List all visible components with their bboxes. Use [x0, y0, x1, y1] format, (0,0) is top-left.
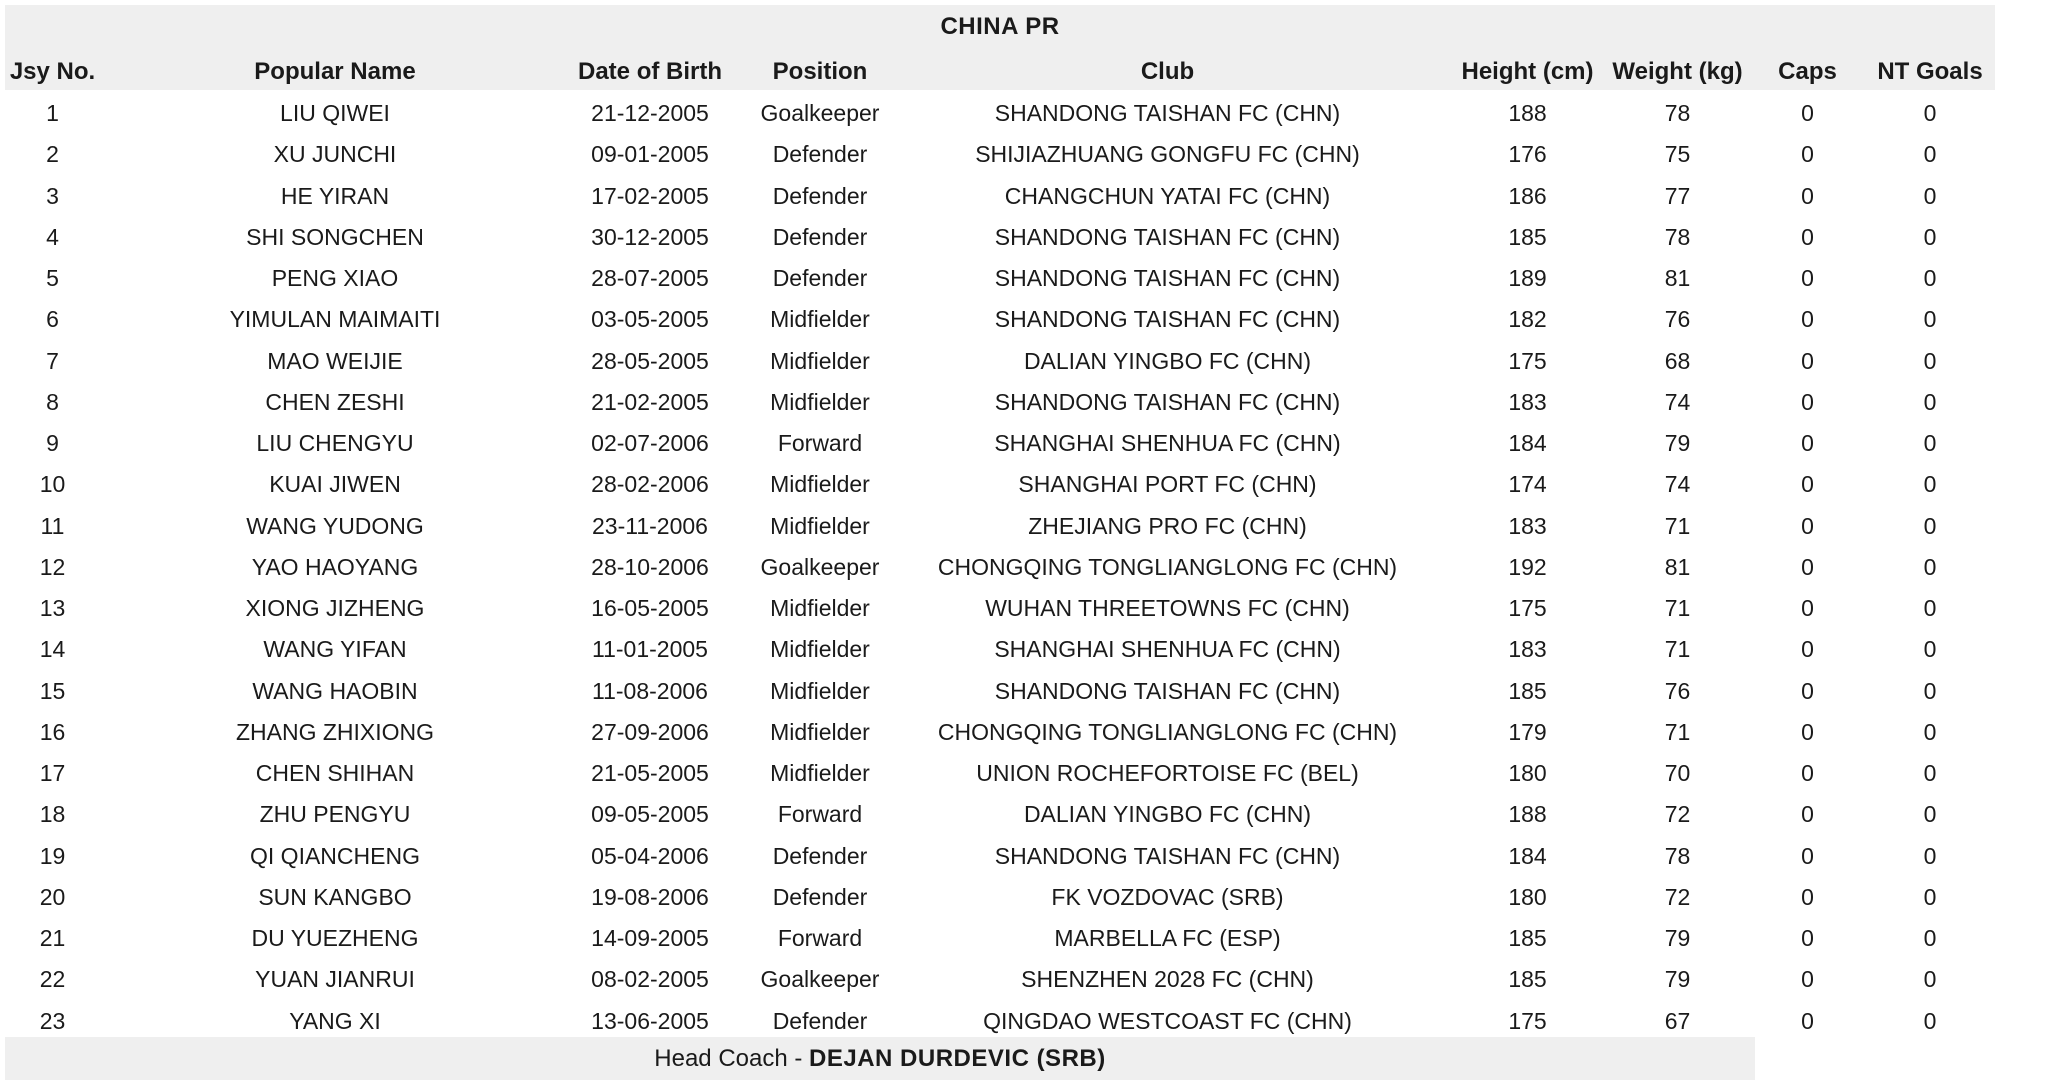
cell-position: Midfielder — [770, 760, 870, 786]
cell-popular-name: ZHANG ZHIXIONG — [235, 718, 435, 745]
cell-club: SHANGHAI SHENHUA FC (CHN) — [994, 430, 1341, 456]
cell-jersey-number: 10 — [39, 471, 66, 498]
cell-popular-name: YIMULAN MAIMAITI — [229, 306, 441, 333]
cell-nt-goals: 0 — [1923, 141, 1937, 168]
cell-nt-goals: 0 — [1923, 512, 1937, 539]
cell-height: 188 — [1508, 801, 1547, 828]
cell-nt-goals: 0 — [1923, 595, 1937, 621]
cell-weight: 71 — [1664, 595, 1691, 621]
cell-jersey-number: 12 — [39, 553, 66, 580]
head-coach-name: DEJAN DURDEVIC (SRB) — [809, 1045, 1106, 1072]
cell-club: ZHEJIANG PRO FC (CHN) — [1028, 512, 1307, 539]
table-row — [5, 547, 1995, 588]
cell-popular-name: SUN KANGBO — [258, 883, 412, 910]
cell-nt-goals: 0 — [1923, 718, 1937, 745]
cell-weight: 77 — [1664, 182, 1691, 209]
cell-nt-goals: 0 — [1923, 760, 1937, 786]
header-popular-name: Popular Name — [254, 58, 416, 85]
cell-caps: 0 — [1801, 100, 1814, 126]
cell-caps: 0 — [1801, 677, 1814, 704]
cell-popular-name: ZHU PENGYU — [259, 801, 411, 828]
cell-caps: 0 — [1801, 595, 1814, 621]
cell-club: CHANGCHUN YATAI FC (CHN) — [1004, 182, 1331, 209]
cell-weight: 70 — [1664, 760, 1691, 786]
cell-caps: 0 — [1801, 883, 1814, 910]
table-row — [5, 423, 1995, 464]
cell-weight: 72 — [1664, 801, 1691, 828]
cell-jersey-number: 3 — [46, 182, 59, 209]
cell-caps: 0 — [1801, 512, 1814, 539]
cell-jersey-number: 8 — [46, 388, 59, 415]
cell-height: 185 — [1508, 966, 1547, 993]
cell-height: 183 — [1508, 636, 1547, 663]
cell-weight: 68 — [1664, 347, 1691, 374]
cell-caps: 0 — [1801, 1007, 1814, 1034]
cell-position: Defender — [772, 141, 868, 168]
table-row — [5, 629, 1995, 670]
cell-caps: 0 — [1801, 388, 1814, 415]
cell-date-of-birth: 16-05-2005 — [591, 595, 709, 621]
cell-position: Defender — [772, 182, 868, 209]
table-row — [5, 712, 1995, 753]
table-row — [5, 299, 1995, 340]
cell-date-of-birth: 11-08-2006 — [592, 677, 708, 704]
cell-jersey-number: 17 — [39, 760, 66, 786]
cell-date-of-birth: 19-08-2006 — [591, 883, 709, 910]
cell-height: 185 — [1508, 677, 1547, 704]
cell-weight: 67 — [1664, 1007, 1691, 1034]
cell-popular-name: SHI SONGCHEN — [246, 223, 424, 250]
cell-date-of-birth: 09-01-2005 — [591, 141, 709, 168]
cell-weight: 81 — [1664, 553, 1691, 580]
cell-club: SHANDONG TAISHAN FC (CHN) — [994, 388, 1341, 415]
cell-position: Defender — [772, 223, 868, 250]
cell-weight: 79 — [1664, 925, 1691, 951]
cell-position: Midfielder — [770, 471, 870, 498]
cell-date-of-birth: 13-06-2005 — [591, 1007, 709, 1034]
cell-club: FK VOZDOVAC (SRB) — [1051, 883, 1284, 910]
cell-weight: 74 — [1664, 471, 1691, 498]
cell-height: 180 — [1508, 760, 1547, 786]
cell-jersey-number: 14 — [39, 636, 66, 663]
cell-club: SHANDONG TAISHAN FC (CHN) — [994, 100, 1341, 126]
cell-position: Midfielder — [770, 677, 870, 704]
cell-jersey-number: 23 — [39, 1007, 66, 1034]
cell-weight: 78 — [1664, 223, 1691, 250]
cell-height: 192 — [1508, 553, 1547, 580]
cell-date-of-birth: 17-02-2005 — [591, 182, 709, 209]
table-row — [5, 382, 1995, 423]
cell-club: SHANGHAI SHENHUA FC (CHN) — [994, 636, 1341, 663]
head-coach-line — [5, 1045, 1755, 1073]
header-date-of-birth: Date of Birth — [578, 58, 722, 85]
cell-weight: 72 — [1664, 883, 1691, 910]
cell-popular-name: HE YIRAN — [280, 182, 390, 209]
cell-jersey-number: 13 — [39, 595, 66, 621]
cell-club: SHANDONG TAISHAN FC (CHN) — [994, 265, 1341, 291]
cell-caps: 0 — [1801, 553, 1814, 580]
cell-club: SHANDONG TAISHAN FC (CHN) — [994, 306, 1341, 333]
cell-nt-goals: 0 — [1923, 182, 1937, 209]
cell-jersey-number: 9 — [46, 430, 59, 456]
cell-caps: 0 — [1801, 265, 1814, 291]
cell-jersey-number: 18 — [39, 801, 66, 828]
cell-position: Forward — [777, 430, 863, 456]
table-row — [5, 176, 1995, 217]
cell-caps: 0 — [1801, 471, 1814, 498]
cell-height: 174 — [1508, 471, 1547, 498]
header-position: Position — [772, 58, 868, 85]
header-caps: Caps — [1778, 58, 1837, 85]
table-row — [5, 258, 1995, 299]
cell-jersey-number: 7 — [46, 347, 59, 374]
cell-jersey-number: 2 — [46, 141, 59, 168]
table-row — [5, 794, 1995, 835]
cell-date-of-birth: 14-09-2005 — [591, 925, 709, 951]
cell-popular-name: WANG HAOBIN — [252, 677, 418, 704]
cell-position: Defender — [772, 842, 868, 869]
table-row — [5, 93, 1995, 134]
cell-date-of-birth: 23-11-2006 — [592, 512, 708, 539]
cell-caps: 0 — [1801, 223, 1814, 250]
cell-popular-name: WANG YIFAN — [263, 636, 407, 663]
table-row — [5, 877, 1995, 918]
cell-date-of-birth: 28-02-2006 — [591, 471, 709, 498]
cell-club: SHENZHEN 2028 FC (CHN) — [1021, 966, 1314, 993]
cell-nt-goals: 0 — [1923, 430, 1937, 456]
cell-nt-goals: 0 — [1923, 883, 1937, 910]
cell-jersey-number: 5 — [46, 265, 59, 291]
cell-club: SHIJIAZHUANG GONGFU FC (CHN) — [975, 141, 1360, 168]
header-nt-goals: NT Goals — [1877, 58, 1983, 85]
cell-position: Midfielder — [770, 595, 870, 621]
table-row — [5, 836, 1995, 877]
cell-height: 184 — [1508, 430, 1547, 456]
cell-date-of-birth: 21-12-2005 — [591, 100, 709, 126]
table-row — [5, 588, 1995, 629]
cell-weight: 74 — [1664, 388, 1691, 415]
cell-popular-name: LIU QIWEI — [280, 100, 390, 126]
cell-club: MARBELLA FC (ESP) — [1054, 925, 1281, 951]
cell-position: Defender — [772, 883, 868, 910]
header-jersey-number: Jsy No. — [9, 58, 96, 85]
cell-height: 180 — [1508, 883, 1547, 910]
column-header-row — [5, 55, 1995, 91]
cell-popular-name: XIONG JIZHENG — [245, 595, 425, 621]
cell-position: Goalkeeper — [760, 553, 880, 580]
cell-date-of-birth: 11-01-2005 — [592, 636, 708, 663]
cell-height: 183 — [1508, 512, 1547, 539]
table-row — [5, 671, 1995, 712]
cell-caps: 0 — [1801, 842, 1814, 869]
cell-caps: 0 — [1801, 347, 1814, 374]
cell-club: SHANDONG TAISHAN FC (CHN) — [994, 677, 1341, 704]
cell-position: Defender — [772, 265, 868, 291]
cell-date-of-birth: 28-05-2005 — [591, 347, 709, 374]
cell-position: Midfielder — [770, 512, 870, 539]
cell-caps: 0 — [1801, 966, 1814, 993]
cell-club: SHANGHAI PORT FC (CHN) — [1018, 471, 1317, 498]
cell-popular-name: QI QIANCHENG — [250, 842, 420, 869]
table-row — [5, 753, 1995, 794]
cell-popular-name: CHEN ZESHI — [265, 388, 405, 415]
cell-nt-goals: 0 — [1923, 677, 1937, 704]
cell-jersey-number: 19 — [39, 842, 66, 869]
cell-popular-name: YANG XI — [289, 1007, 381, 1034]
cell-caps: 0 — [1801, 718, 1814, 745]
table-row — [5, 506, 1995, 547]
cell-jersey-number: 15 — [39, 677, 66, 704]
head-coach-label: Head Coach - — [654, 1045, 810, 1072]
cell-height: 175 — [1508, 347, 1547, 374]
cell-weight: 78 — [1664, 842, 1691, 869]
cell-height: 179 — [1508, 718, 1547, 745]
cell-popular-name: PENG XIAO — [271, 265, 399, 291]
table-row — [5, 464, 1995, 505]
cell-jersey-number: 21 — [39, 925, 66, 951]
cell-caps: 0 — [1801, 306, 1814, 333]
cell-caps: 0 — [1801, 636, 1814, 663]
cell-date-of-birth: 02-07-2006 — [591, 430, 709, 456]
cell-height: 183 — [1508, 388, 1547, 415]
cell-position: Midfielder — [770, 347, 870, 374]
cell-popular-name: XU JUNCHI — [273, 141, 397, 168]
cell-date-of-birth: 03-05-2005 — [591, 306, 709, 333]
cell-date-of-birth: 28-10-2006 — [591, 553, 709, 580]
cell-height: 185 — [1508, 925, 1547, 951]
cell-height: 176 — [1508, 141, 1547, 168]
cell-popular-name: YAO HAOYANG — [251, 553, 419, 580]
cell-weight: 79 — [1664, 430, 1691, 456]
cell-club: DALIAN YINGBO FC (CHN) — [1023, 801, 1312, 828]
cell-date-of-birth: 30-12-2005 — [591, 223, 709, 250]
table-row — [5, 959, 1995, 1000]
cell-height: 188 — [1508, 100, 1547, 126]
cell-position: Forward — [777, 801, 863, 828]
cell-weight: 76 — [1664, 677, 1691, 704]
cell-jersey-number: 16 — [39, 718, 66, 745]
cell-popular-name: CHEN SHIHAN — [255, 760, 415, 786]
cell-position: Defender — [772, 1007, 868, 1034]
cell-popular-name: KUAI JIWEN — [269, 471, 401, 498]
cell-club: UNION ROCHEFORTOISE FC (BEL) — [976, 760, 1359, 786]
cell-weight: 78 — [1664, 100, 1691, 126]
cell-date-of-birth: 09-05-2005 — [591, 801, 709, 828]
cell-popular-name: YUAN JIANRUI — [255, 966, 415, 993]
cell-date-of-birth: 27-09-2006 — [591, 718, 709, 745]
cell-caps: 0 — [1801, 760, 1814, 786]
cell-popular-name: DU YUEZHENG — [251, 925, 419, 951]
cell-nt-goals: 0 — [1923, 801, 1937, 828]
cell-date-of-birth: 21-02-2005 — [591, 388, 709, 415]
cell-nt-goals: 0 — [1923, 1007, 1937, 1034]
cell-popular-name: LIU CHENGYU — [256, 430, 414, 456]
cell-height: 175 — [1508, 1007, 1547, 1034]
cell-nt-goals: 0 — [1923, 636, 1937, 663]
cell-club: SHANDONG TAISHAN FC (CHN) — [994, 842, 1341, 869]
cell-height: 175 — [1508, 595, 1547, 621]
cell-caps: 0 — [1801, 801, 1814, 828]
cell-weight: 75 — [1664, 141, 1691, 168]
cell-nt-goals: 0 — [1923, 265, 1937, 291]
header-weight: Weight (kg) — [1612, 58, 1743, 85]
cell-weight: 71 — [1664, 718, 1691, 745]
cell-nt-goals: 0 — [1923, 388, 1937, 415]
cell-position: Midfielder — [770, 388, 870, 415]
table-footer — [5, 1037, 1755, 1080]
cell-height: 182 — [1508, 306, 1547, 333]
header-height: Height (cm) — [1461, 58, 1594, 85]
cell-weight: 81 — [1664, 265, 1691, 291]
cell-position: Midfielder — [770, 718, 870, 745]
cell-popular-name: WANG YUDONG — [246, 512, 424, 539]
cell-jersey-number: 20 — [39, 883, 66, 910]
cell-nt-goals: 0 — [1923, 966, 1937, 993]
cell-nt-goals: 0 — [1923, 347, 1937, 374]
table-row — [5, 341, 1995, 382]
cell-caps: 0 — [1801, 430, 1814, 456]
cell-weight: 71 — [1664, 512, 1691, 539]
cell-nt-goals: 0 — [1923, 100, 1937, 126]
cell-jersey-number: 1 — [46, 100, 59, 126]
cell-weight: 71 — [1664, 636, 1691, 663]
cell-height: 184 — [1508, 842, 1547, 869]
table-row — [5, 1001, 1995, 1042]
cell-date-of-birth: 21-05-2005 — [591, 760, 709, 786]
cell-nt-goals: 0 — [1923, 306, 1937, 333]
cell-club: QINGDAO WESTCOAST FC (CHN) — [983, 1007, 1352, 1034]
cell-height: 186 — [1508, 182, 1547, 209]
cell-nt-goals: 0 — [1923, 553, 1937, 580]
cell-club: CHONGQING TONGLIANGLONG FC (CHN) — [937, 553, 1398, 580]
cell-nt-goals: 0 — [1923, 925, 1937, 951]
cell-nt-goals: 0 — [1923, 471, 1937, 498]
cell-weight: 79 — [1664, 966, 1691, 993]
cell-jersey-number: 4 — [46, 223, 59, 250]
header-club: Club — [1140, 58, 1195, 85]
cell-position: Goalkeeper — [760, 966, 880, 993]
cell-date-of-birth: 28-07-2005 — [591, 265, 709, 291]
cell-position: Forward — [777, 925, 863, 951]
cell-caps: 0 — [1801, 925, 1814, 951]
cell-jersey-number: 22 — [39, 966, 66, 993]
table-header — [5, 5, 1995, 90]
cell-caps: 0 — [1801, 141, 1814, 168]
cell-caps: 0 — [1801, 182, 1814, 209]
cell-height: 189 — [1508, 265, 1547, 291]
cell-club: CHONGQING TONGLIANGLONG FC (CHN) — [937, 718, 1398, 745]
cell-nt-goals: 0 — [1923, 842, 1937, 869]
cell-club: WUHAN THREETOWNS FC (CHN) — [985, 595, 1350, 621]
cell-jersey-number: 6 — [46, 306, 59, 333]
table-row — [5, 918, 1995, 959]
cell-popular-name: MAO WEIJIE — [267, 347, 403, 374]
cell-position: Midfielder — [770, 306, 870, 333]
cell-height: 185 — [1508, 223, 1547, 250]
cell-club: SHANDONG TAISHAN FC (CHN) — [994, 223, 1341, 250]
cell-date-of-birth: 08-02-2005 — [591, 966, 709, 993]
table-row — [5, 217, 1995, 258]
cell-nt-goals: 0 — [1923, 223, 1937, 250]
cell-position: Midfielder — [770, 636, 870, 663]
table-row — [5, 134, 1995, 175]
cell-club: DALIAN YINGBO FC (CHN) — [1023, 347, 1312, 374]
team-title: CHINA PR — [940, 13, 1060, 40]
cell-jersey-number: 11 — [40, 512, 65, 539]
cell-position: Goalkeeper — [760, 100, 880, 126]
cell-date-of-birth: 05-04-2006 — [591, 842, 709, 869]
cell-weight: 76 — [1664, 306, 1691, 333]
